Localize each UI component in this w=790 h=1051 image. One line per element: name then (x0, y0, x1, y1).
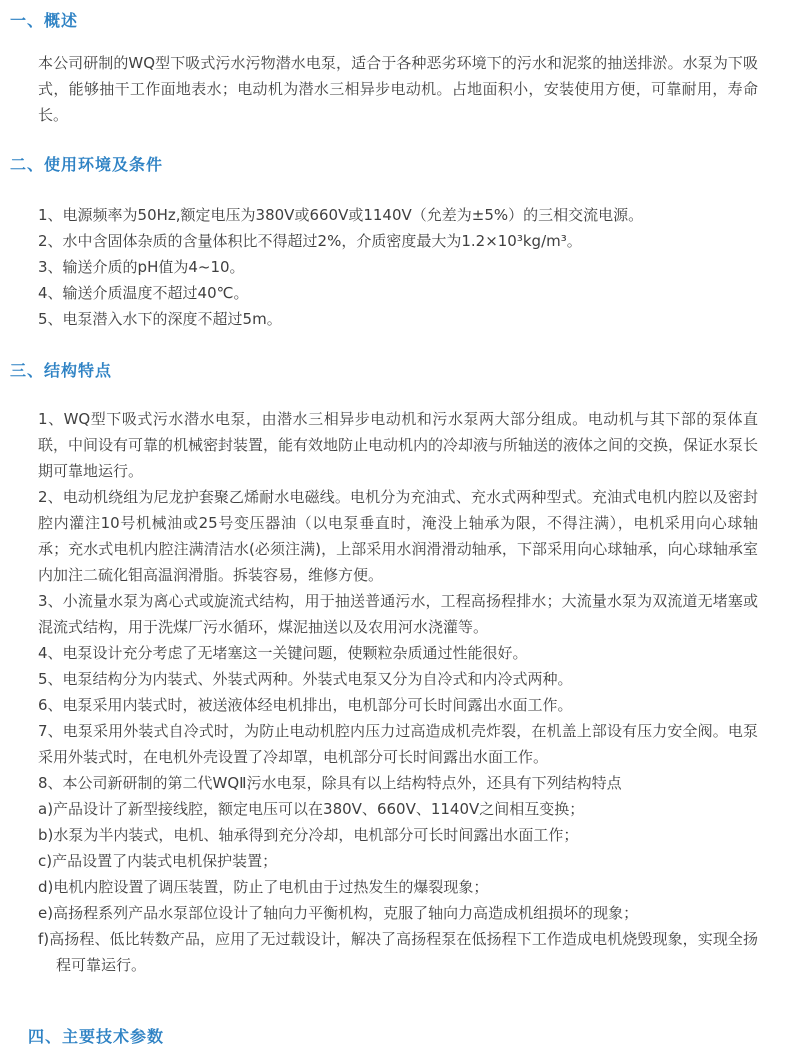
section-parameters (0, 1026, 790, 1048)
environment-heading: 二、使用环境及条件 (10, 155, 164, 174)
overview-paragraph: 本公司研制的WQ型下吸式污水污物潜水电泵，适合于各种恶劣环境下的污水和泥浆的抽送排淤。水泵为下吸式，能够抽干工作面地表水；电动机为潜水三相异步电动机。占地面积小，安装使用方便，可靠耐用，寿命长。 (38, 54, 758, 124)
structure-item-f: f)高扬程、低比转数产品，应用了无过载设计，解决了高扬程泵在低扬程下工作造成电机烧毁现象，实现全扬程可靠运行。 (38, 930, 758, 974)
section-overview (0, 0, 790, 128)
structure-item-c: c)产品设置了内装式电机保护装置； (38, 852, 278, 870)
structure-item-b: b)水泵为半内装式，电机、轴承得到充分冷却，电机部分可长时间露出水面工作； (38, 826, 579, 844)
structure-item-6: 6、电泵采用内装式时，被送液体经电机排出，电机部分可长时间露出水面工作。 (38, 696, 573, 714)
structure-item-4: 4、电泵设计充分考虑了无堵塞这一关键问题，使颗粒杂质通过性能很好。 (38, 644, 528, 662)
structure-item-e: e)高扬程系列产品水泵部位设计了轴向力平衡机构，克服了轴向力高造成机组损坏的现象； (38, 904, 639, 922)
structure-item-d: d)电机内腔设置了调压装置，防止了电机由于过热发生的爆裂现象； (38, 878, 489, 896)
environment-item-1: 1、电源频率为50Hz,额定电压为380V或660V或1140V（允差为±5%）的三相交流电源。 (38, 206, 644, 224)
structure-item-3: 3、小流量水泵为离心式或旋流式结构，用于抽送普通污水，工程高扬程排水；大流量水泵为双流道无堵塞或混流式结构，用于洗煤厂污水循环，煤泥抽送以及农用河水浇灌等。 (38, 592, 758, 636)
structure-item-1: 1、WQ型下吸式污水潜水电泵，由潜水三相异步电动机和污水泵两大部分组成。电动机与其下部的泵体直联，中间设有可靠的机械密封装置，能有效地防止电动机内的冷却液与所轴送的液体之间的交换，保证水泵长期可靠地运行。 (38, 410, 759, 480)
environment-item-3: 3、输送介质的pH值为4~10。 (38, 258, 245, 276)
structure-heading: 三、结构特点 (10, 361, 113, 380)
section-structure (0, 360, 790, 978)
environment-item-2: 2、水中含固体杂质的含量体积比不得超过2%，介质密度最大为1.2×10³kg/m³。 (38, 232, 582, 250)
structure-item-7: 7、电泵采用外装式自冷式时，为防止电动机腔内压力过高造成机壳炸裂，在机盖上部设有压力安全阀。电泵采用外装式时，在电机外壳设置了冷却罩，电机部分可长时间露出水面工作。 (38, 722, 758, 766)
overview-heading: 一、概述 (10, 11, 79, 30)
overview-body (0, 50, 790, 128)
environment-list (0, 202, 790, 332)
section-environment (0, 154, 790, 332)
structure-list (0, 406, 790, 978)
structure-item-8: 8、本公司新研制的第二代WQⅡ污水电泵，除具有以上结构特点外，还具有下列结构特点 (38, 774, 622, 792)
environment-item-4: 4、输送介质温度不超过40℃。 (38, 284, 249, 302)
structure-item-a: a)产品设计了新型接线腔，额定电压可以在380V、660V、1140V之间相互变换； (38, 800, 585, 818)
environment-item-5: 5、电泵潜入水下的深度不超过5m。 (38, 310, 282, 328)
parameters-heading: 四、主要技术参数 (28, 1027, 165, 1046)
structure-item-5: 5、电泵结构分为内装式、外装式两种。外装式电泵又分为自冷式和内冷式两种。 (38, 670, 573, 688)
structure-item-2: 2、电动机绕组为尼龙护套聚乙烯耐水电磁线。电机分为充油式、充水式两种型式。充油式电机内腔以及密封腔内灌注10号机械油或25号变压器油（以电泵垂直时，淹没上轴承为限，不得注满），电机采用向心球轴承；充水式电机内腔注满清洁水(必须注满)，上部采用水润滑滑动轴承，下部采用向心球轴承，向心球轴承室内加注二硫化钼高温润滑脂。拆装容易，维修方便。 (38, 488, 758, 584)
